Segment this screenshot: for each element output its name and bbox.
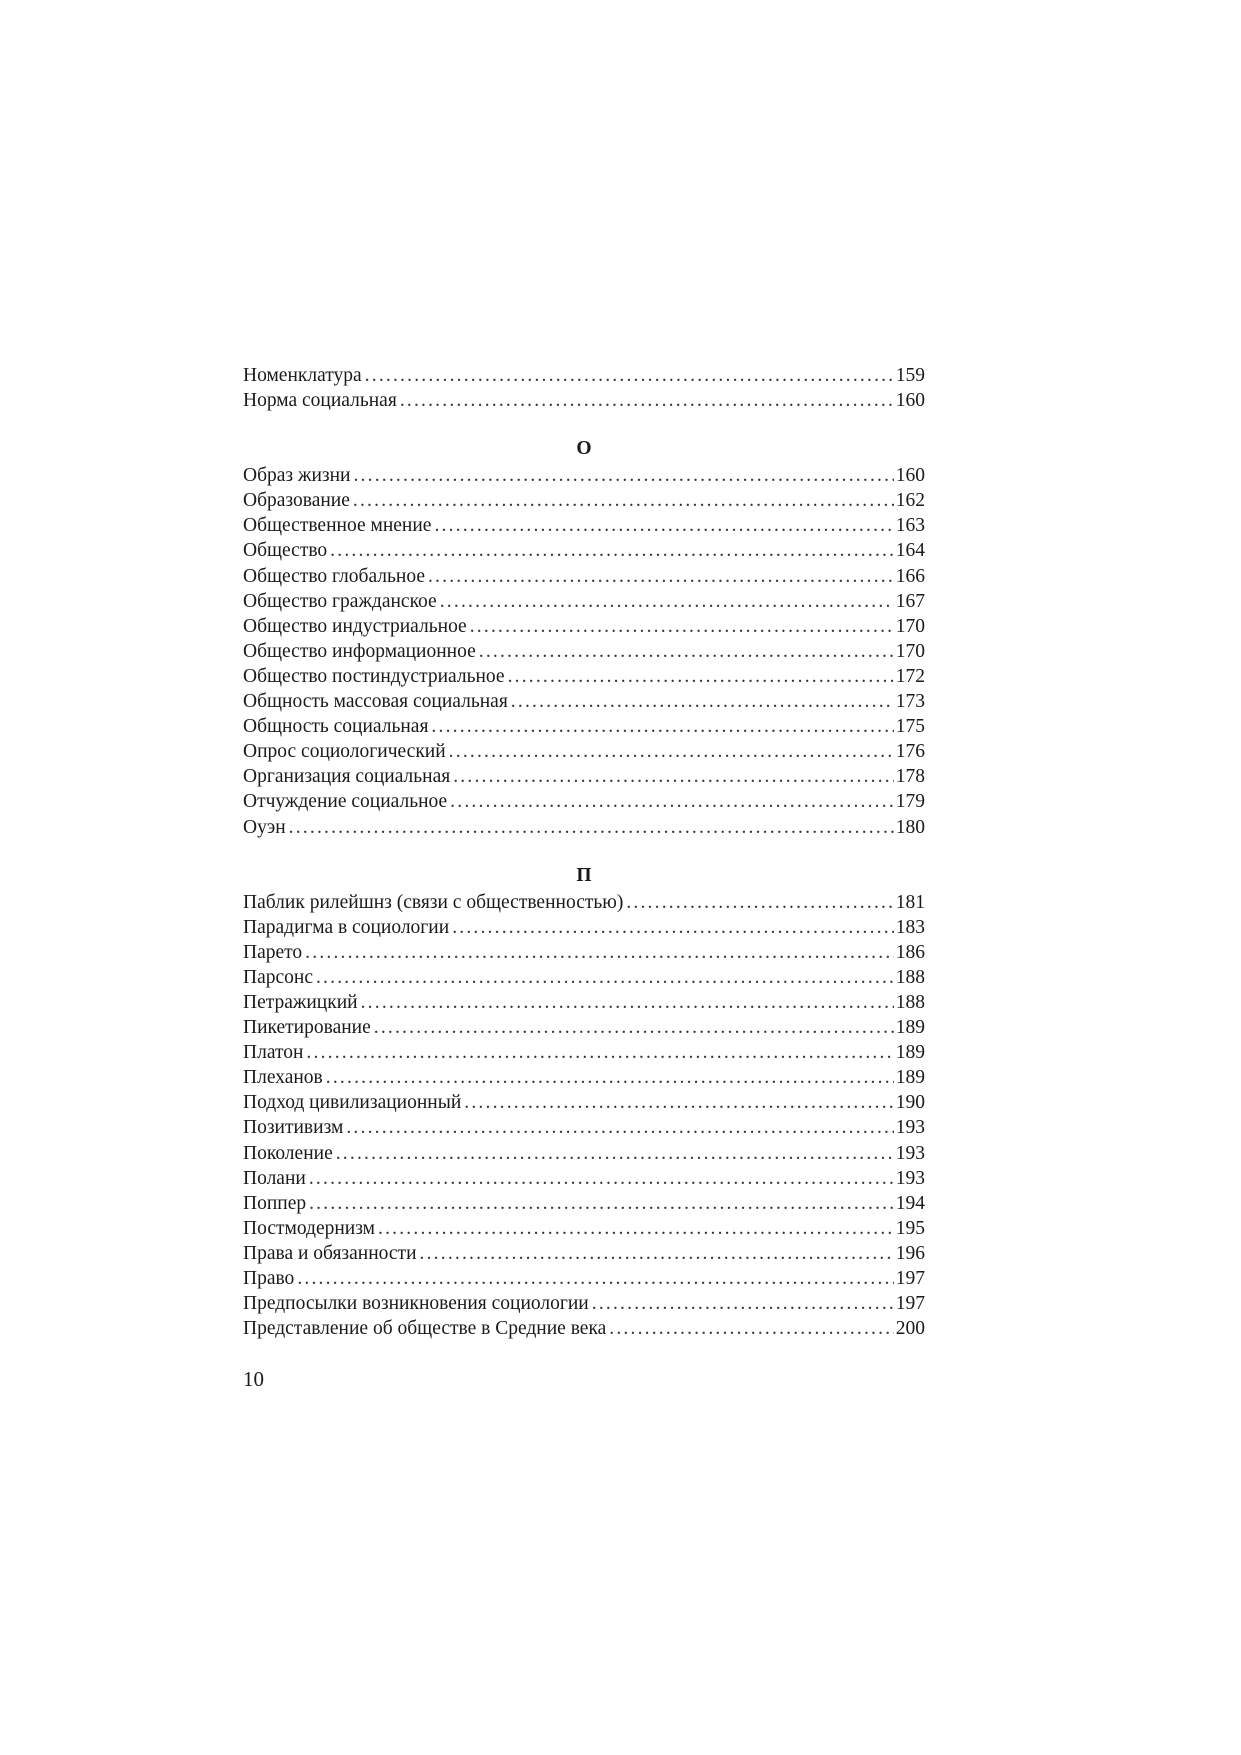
dot-leader <box>420 1241 894 1266</box>
toc-section <box>243 864 925 1342</box>
toc-entry <box>243 990 925 1015</box>
toc-entry-term: Представление об обществе в Средние века <box>243 1318 607 1340</box>
toc-entry <box>243 890 925 915</box>
toc-entry-page-number: 170 <box>895 615 925 637</box>
toc-entry-page-number: 196 <box>895 1242 925 1264</box>
toc-entry-term: Общество индустриальное <box>243 615 467 637</box>
toc-entry-term: Общество глобальное <box>243 565 425 587</box>
toc-entry <box>243 538 925 563</box>
dot-leader <box>508 664 894 689</box>
toc-entry-term: Образование <box>243 490 350 512</box>
toc-entry <box>243 915 925 940</box>
toc-entry-page-number: 195 <box>895 1217 925 1239</box>
toc-entry-term: Опрос социологический <box>243 741 446 763</box>
toc-entry <box>243 1015 925 1040</box>
toc-entry-term: Полани <box>243 1167 306 1189</box>
toc-entry-page-number: 197 <box>895 1268 925 1289</box>
dot-leader <box>470 614 894 639</box>
toc-entry-page-number: 176 <box>895 741 925 763</box>
toc-entry <box>243 1166 925 1191</box>
toc-entry-term: Подход цивилизационный <box>243 1092 462 1114</box>
toc-entry <box>243 739 925 764</box>
dot-leader <box>289 815 894 840</box>
toc-entry <box>243 689 925 714</box>
toc-entry-page-number: 167 <box>895 590 925 612</box>
toc-entry-page-number: 166 <box>895 565 925 587</box>
toc-entry-page-number: 189 <box>895 1067 925 1089</box>
toc-entry-page-number: 188 <box>895 991 925 1013</box>
toc-entry-page-number: 175 <box>895 716 925 738</box>
toc-entry-page-number: 181 <box>895 891 925 913</box>
toc-entry-page-number: 163 <box>895 515 925 537</box>
toc-entry-term: Норма социальная <box>243 390 397 412</box>
dot-leader <box>449 739 894 764</box>
toc-entry-page-number: 162 <box>895 490 925 512</box>
toc-entry-page-number: 170 <box>895 640 925 662</box>
dot-leader <box>361 990 894 1015</box>
toc-entry-page-number: 200 <box>895 1318 925 1340</box>
toc-entry-term: Организация социальная <box>243 766 451 788</box>
dot-leader <box>353 463 893 488</box>
dot-leader <box>326 1065 894 1090</box>
dot-leader <box>378 1216 894 1241</box>
toc-entry-page-number: 190 <box>895 1092 925 1114</box>
dot-leader <box>346 1115 893 1140</box>
toc-entry <box>243 1090 925 1115</box>
toc-entry-term: Поппер <box>243 1192 307 1214</box>
toc-entry <box>243 764 925 789</box>
dot-leader <box>453 764 894 789</box>
toc-entry-term: Общество гражданское <box>243 590 437 612</box>
toc-entry <box>243 664 925 689</box>
page-number: 10 <box>243 1367 264 1391</box>
toc-entry-term: Предпосылки возникновения социологии <box>243 1293 589 1315</box>
toc-entry-page-number: 172 <box>895 665 925 687</box>
toc-entry-term: Общество <box>243 540 328 562</box>
toc-entry-term: Плеханов <box>243 1067 323 1089</box>
toc-entry-page-number: 183 <box>895 916 925 938</box>
toc-entry-term: Права и обязанности <box>243 1242 417 1264</box>
dot-leader <box>330 538 894 563</box>
toc-entry-term: Постмодернизм <box>243 1217 375 1239</box>
toc-entry <box>243 388 925 413</box>
toc-section <box>243 363 925 413</box>
toc-entry <box>243 815 925 840</box>
dot-leader <box>428 564 894 589</box>
dot-leader <box>450 789 894 814</box>
dot-leader <box>592 1291 894 1316</box>
toc-entry <box>243 513 925 538</box>
toc-entry-page-number: 160 <box>895 390 925 412</box>
toc-entry-term: Поколение <box>243 1142 333 1164</box>
dot-leader <box>309 1191 894 1216</box>
dot-leader <box>309 1166 894 1191</box>
toc-entry <box>243 1040 925 1065</box>
toc-entry-term: Позитивизм <box>243 1117 344 1139</box>
toc-entry <box>243 1141 925 1166</box>
dot-leader <box>434 513 893 538</box>
toc-entry <box>243 463 925 488</box>
dot-leader <box>374 1015 894 1040</box>
toc-entry <box>243 1266 925 1291</box>
dot-leader <box>609 1316 893 1341</box>
toc-entry <box>243 363 925 388</box>
toc-entry <box>243 789 925 814</box>
dot-leader <box>306 1040 893 1065</box>
toc-entry <box>243 1316 925 1341</box>
toc-entry-term: Общность социальная <box>243 716 429 738</box>
toc-entry-term: Общественное мнение <box>243 515 432 537</box>
dot-leader <box>479 639 894 664</box>
toc-entry-page-number: 197 <box>895 1293 925 1315</box>
section-letter-heading: П <box>576 864 592 886</box>
toc-entry-page-number: 159 <box>895 365 925 386</box>
dot-leader <box>316 965 894 990</box>
toc-entry-term: Оуэн <box>243 816 286 838</box>
toc-entry <box>243 714 925 739</box>
toc-entry <box>243 965 925 990</box>
toc-entry-page-number: 193 <box>895 1167 925 1189</box>
toc-entry-term: Общество постиндустриальное <box>243 665 505 687</box>
toc-entry-page-number: 179 <box>895 791 925 813</box>
toc-entry <box>243 1291 925 1316</box>
toc-entry-term: Петражицкий <box>243 991 358 1013</box>
dot-leader <box>400 388 894 413</box>
dot-leader <box>353 488 894 513</box>
toc-entry <box>243 1065 925 1090</box>
toc-entry-term: Парадигма в социологии <box>243 916 450 938</box>
toc-entry-term: Право <box>243 1268 295 1289</box>
dot-leader <box>440 589 894 614</box>
toc-entry-term: Пикетирование <box>243 1017 371 1039</box>
dot-leader <box>365 363 894 388</box>
toc-entry-page-number: 189 <box>895 1042 925 1064</box>
dot-leader <box>511 689 894 714</box>
dot-leader <box>452 915 894 940</box>
dot-leader <box>464 1090 893 1115</box>
toc-entry-term: Паблик рилейшнз (связи с общественностью) <box>243 891 624 913</box>
dot-leader <box>626 890 893 915</box>
toc-entry <box>243 564 925 589</box>
toc-entry <box>243 1241 925 1266</box>
toc-entry-term: Общность массовая социальная <box>243 691 508 713</box>
section-letter-heading: О <box>576 438 592 460</box>
toc-entry <box>243 488 925 513</box>
toc-entry-page-number: 178 <box>895 766 925 788</box>
toc-entry-term: Номенклатура <box>243 365 362 386</box>
toc-entry <box>243 940 925 965</box>
toc-entry-page-number: 164 <box>895 540 925 562</box>
toc-entry-page-number: 193 <box>895 1142 925 1164</box>
toc-entry-page-number: 189 <box>895 1017 925 1039</box>
toc-entry-page-number: 180 <box>895 816 925 838</box>
toc-entry <box>243 1115 925 1140</box>
toc-entry-term: Образ жизни <box>243 465 351 487</box>
toc-entry-term: Платон <box>243 1042 304 1064</box>
toc-entry <box>243 1191 925 1216</box>
dot-leader <box>336 1141 894 1166</box>
toc-entry-term: Отчуждение социальное <box>243 791 448 813</box>
toc-entry-term: Общество информационное <box>243 640 476 662</box>
dot-leader <box>297 1266 893 1291</box>
dot-leader <box>431 714 893 739</box>
toc-entry-page-number: 194 <box>895 1192 925 1214</box>
toc-entry <box>243 589 925 614</box>
toc-entry-term: Парсонс <box>243 966 313 988</box>
toc-entry-page-number: 188 <box>895 966 925 988</box>
toc-entry-page-number: 193 <box>895 1117 925 1139</box>
dot-leader <box>305 940 894 965</box>
toc-entry-term: Парето <box>243 941 303 963</box>
table-of-contents <box>243 363 925 1341</box>
toc-entry <box>243 614 925 639</box>
toc-entry-page-number: 160 <box>895 465 925 487</box>
toc-section <box>243 437 925 839</box>
toc-entry <box>243 639 925 664</box>
toc-entry <box>243 1216 925 1241</box>
toc-entry-page-number: 173 <box>895 691 925 713</box>
toc-entry-page-number: 186 <box>895 941 925 963</box>
